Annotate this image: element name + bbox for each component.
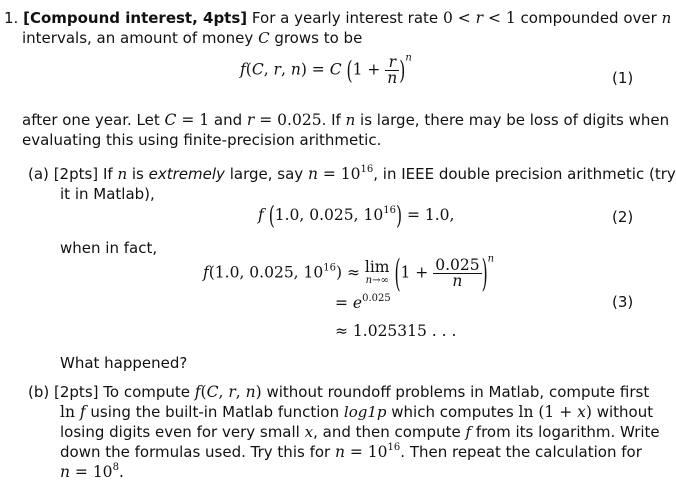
rate-condition: 0 < r < 1 [442, 9, 516, 27]
equation-1: f(C, r, n) = C (1 + $\frac{r}{n}$ )$^n$ [240, 52, 412, 87]
intro-text-a: For a yearly interest rate [251, 9, 439, 27]
after-text-c: . If [321, 111, 341, 129]
r-equals: r = 0.025 [246, 111, 322, 129]
equation-3-line-1: f(1.0, 0.025, $10^{16}) \approx \lim$ n→∞ (1 + $\frac{0.025}{n}$ )$^n$ [203, 251, 495, 296]
problem-line-3 [22, 110, 669, 130]
part-a-text-extremely: extremely [148, 165, 225, 183]
var-n-3: n [117, 165, 128, 183]
problem-line-2 [22, 28, 362, 48]
part-b-points: [2pts] [54, 383, 99, 401]
part-b-text-d: which computes [391, 403, 514, 421]
after-text-d: is large, there may be loss of digits when [360, 111, 670, 129]
n-equals-1e8: $n = 10^8$. [60, 462, 124, 481]
var-n: n [661, 9, 672, 27]
part-b-text-c: using the built-in Matlab function [90, 403, 340, 421]
part-b-line-3 [60, 422, 660, 442]
part-b-text-e: without [596, 403, 654, 421]
ln-1-plus-x: ln (1 + x) [518, 403, 592, 421]
part-b-line-5 [60, 462, 124, 482]
part-b-line-4 [60, 442, 642, 462]
part-b-text-j: . Then repeat the calculation for [400, 443, 642, 461]
when-in-fact-text: when in fact, [60, 239, 158, 257]
intro-text-c: intervals, an amount of money [22, 29, 254, 47]
part-b-text-h: from its logarithm. Write [475, 423, 660, 441]
part-b-text-b: without roundoff problems in Matlab, compute first [266, 383, 650, 401]
part-a-text-b: is [131, 165, 144, 183]
equation-3-line-3: ≈ 1.025315 . . . [335, 322, 457, 340]
part-a-label: (a) [28, 165, 49, 183]
part-b-text-f: losing digits even for very small [60, 423, 300, 441]
C-equals-1: C = 1 [164, 111, 210, 129]
part-a-text-a: If [102, 165, 113, 183]
part-a-line-1 [28, 164, 676, 184]
part-b-line-1 [28, 382, 649, 402]
var-x: x [304, 423, 314, 441]
part-b-text-a: To compute [103, 383, 190, 401]
n-equals-1e16: $n = 10^{16}$ [307, 164, 374, 183]
ln-f: ln f [60, 403, 86, 421]
intro-text-d: grows to be [274, 29, 363, 47]
var-f: f [465, 423, 472, 441]
part-b-line-2 [60, 402, 653, 422]
problem-number: 1. [4, 9, 19, 27]
problem-line-4: evaluating this using finite-precision arithmetic. [22, 131, 382, 149]
var-n-2: n [345, 111, 356, 129]
log1p-function: log1p [343, 403, 387, 421]
part-b-text-i: down the formulas used. Try this for [60, 443, 331, 461]
part-b-label: (b) [28, 383, 50, 401]
part-a-points: [2pts] [53, 165, 99, 183]
after-text-b: and [213, 111, 243, 129]
equation-3-line-2: = $e^{0.025}$ [335, 293, 391, 312]
equation-3-number: (3) [612, 293, 634, 311]
problem-line-1 [4, 8, 671, 28]
intro-text-b: compounded over [520, 9, 657, 27]
f-Crn: f(C, r, n) [194, 383, 262, 401]
part-a-text-c: large, say [229, 165, 304, 183]
problem-heading: [Compound interest, 4pts] [23, 9, 248, 27]
part-a-text-d: , in IEEE double precision arithmetic (try [373, 165, 676, 183]
equation-2-number: (2) [612, 208, 634, 226]
equation-2: f (1.0, 0.025, $10^{16}) = 1.0$, [258, 201, 455, 231]
equation-1-number: (1) [612, 69, 634, 87]
n-equals-1e16-b: $n = 10^{16}$ [334, 442, 401, 461]
var-C: C [258, 29, 270, 47]
what-happened-text: What happened? [60, 354, 188, 372]
part-b-text-g: , and then compute [313, 423, 461, 441]
after-text-a: after one year. Let [22, 111, 160, 129]
part-a-line-2: it in Matlab), [60, 185, 155, 203]
